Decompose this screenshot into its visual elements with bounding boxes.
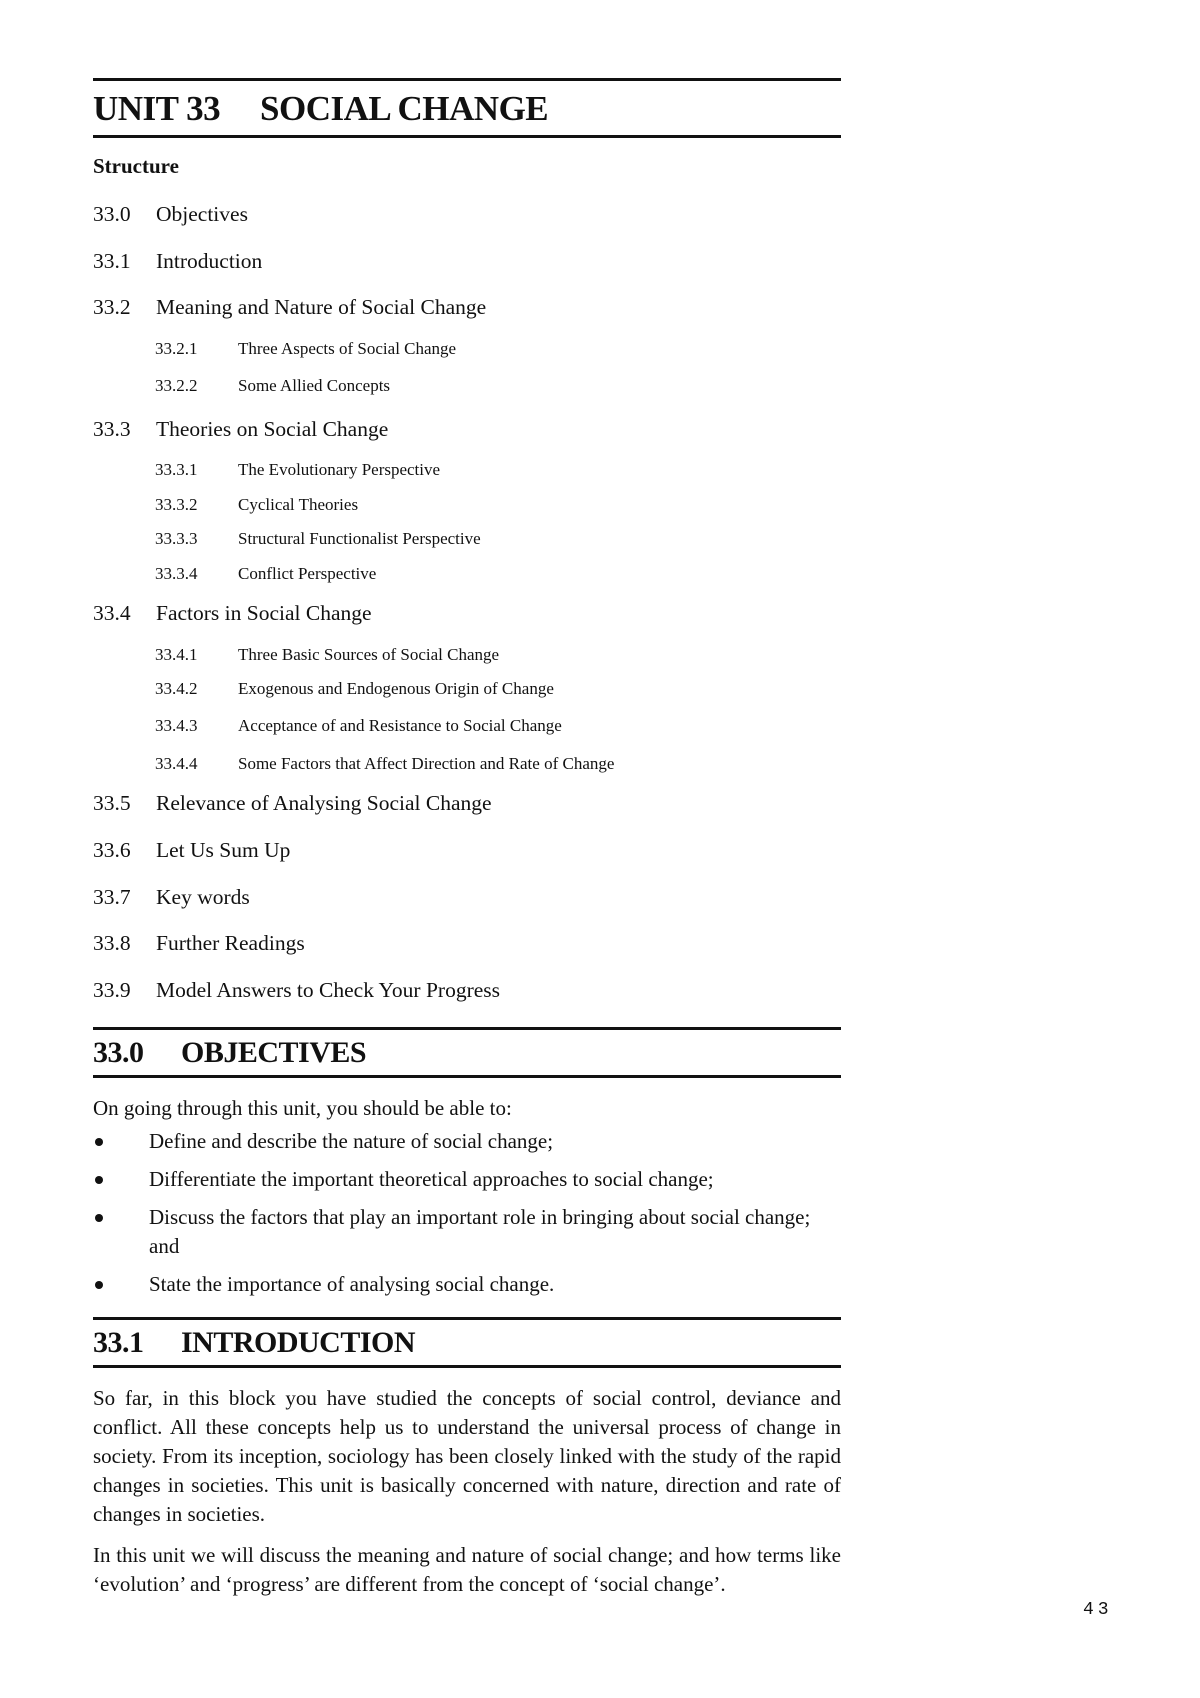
introduction-paragraph-2: In this unit we will discuss the meaning and nature of social change; and how terms like ‘evolution’ and ‘progress’ are different from the concept of ‘social change’. xyxy=(93,1543,841,1597)
toc-subentry: 33.3.1 The Evolutionary Perspective xyxy=(155,460,441,480)
unit-title: SOCIAL CHANGE xyxy=(260,89,549,128)
toc-subsections xyxy=(155,331,841,406)
objectives-lead: On going through this unit, you should be able to: xyxy=(93,1096,512,1121)
toc-entry: 33.4 Factors in Social Change 33.4.1 Three Basic Sources of Social Change 33.4.2 Exogenous and Endogenous Origin of Change 33.4.3 Acceptance of and Resistance to Social Change 33.4.4 Some Factors that Affect Direction and Rate of Change xyxy=(93,590,841,780)
toc-entry: 33.3 Theories on Social Change 33.3.1 The Evolutionary Perspective 33.3.2 Cyclical Theories 33.3.3 Structural Functionalist Perspective 33.3.4 Conflict Perspective xyxy=(93,406,841,591)
toc-entry: 33.5 Relevance of Analysing Social Change xyxy=(93,791,492,816)
list-item: Discuss the factors that play an important role in bringing about social change; and xyxy=(93,1203,841,1261)
list-item: Differentiate the important theoretical approaches to social change; xyxy=(93,1165,841,1194)
page-number: 43 xyxy=(1083,1600,1113,1620)
toc-entry: 33.0 Objectives xyxy=(93,202,248,226)
introduction-bottom-rule xyxy=(93,1365,841,1368)
bullet-icon xyxy=(93,1165,149,1194)
bullet-icon xyxy=(93,1203,149,1261)
list-item: Define and describe the nature of social change; xyxy=(93,1127,841,1156)
toc-subentry: 33.3.2 Cyclical Theories xyxy=(155,494,359,514)
toc-subentry: 33.4.2 Exogenous and Endogenous Origin of Change xyxy=(155,679,554,699)
toc-entry: 33.2 Meaning and Nature of Social Change 33.2.1 Three Aspects of Social Change 33.2.2 Some Allied Concepts xyxy=(93,284,841,406)
toc-subsections xyxy=(155,452,841,590)
list-item: State the importance of analysing social change. xyxy=(93,1270,841,1299)
objectives-bottom-rule xyxy=(93,1075,841,1078)
toc-entry: 33.9 Model Answers to Check Your Progress xyxy=(93,977,500,1002)
toc-subentry: 33.2.2 Some Allied Concepts xyxy=(155,375,391,395)
toc-subentry: 33.4.4 Some Factors that Affect Direction and Rate of Change xyxy=(155,753,615,773)
toc-subentry: 33.3.4 Conflict Perspective xyxy=(155,563,377,583)
toc-entry: 33.1 Introduction xyxy=(93,248,263,273)
objectives-heading: 33.0 OBJECTIVES xyxy=(93,1036,367,1070)
toc-entry: 33.8 Further Readings xyxy=(93,931,305,956)
unit-number: UNIT 33 xyxy=(93,89,221,128)
toc-subentry: 33.4.1 Three Basic Sources of Social Change xyxy=(155,644,500,664)
toc-subentry: 33.4.3 Acceptance of and Resistance to Social Change xyxy=(155,715,562,735)
bullet-icon xyxy=(93,1270,149,1299)
document-page xyxy=(93,78,841,1599)
toc-entry: 33.7 Key words xyxy=(93,884,250,909)
toc-subsections xyxy=(155,637,841,781)
toc-subentry: 33.2.1 Three Aspects of Social Change xyxy=(155,338,457,358)
toc-entry: 33.6 Let Us Sum Up xyxy=(93,838,291,863)
unit-heading xyxy=(93,81,841,135)
objectives-list xyxy=(93,1127,841,1299)
table-of-contents xyxy=(93,191,841,1013)
introduction-paragraph-1: So far, in this block you have studied the concepts of social control, deviance and conflict. All these concepts help us to understand the universal process of change in society. From its inception, sociology has been closely linked with the study of the rapid changes in societies. This unit is basically concerned with nature, direction and rate of changes in societies. xyxy=(93,1386,841,1527)
introduction-heading: 33.1 INTRODUCTION xyxy=(93,1326,416,1360)
structure-label: Structure xyxy=(93,154,179,178)
unit-heading-rule xyxy=(93,135,841,138)
toc-subentry: 33.3.3 Structural Functionalist Perspective xyxy=(155,529,481,549)
bullet-icon xyxy=(93,1127,149,1156)
